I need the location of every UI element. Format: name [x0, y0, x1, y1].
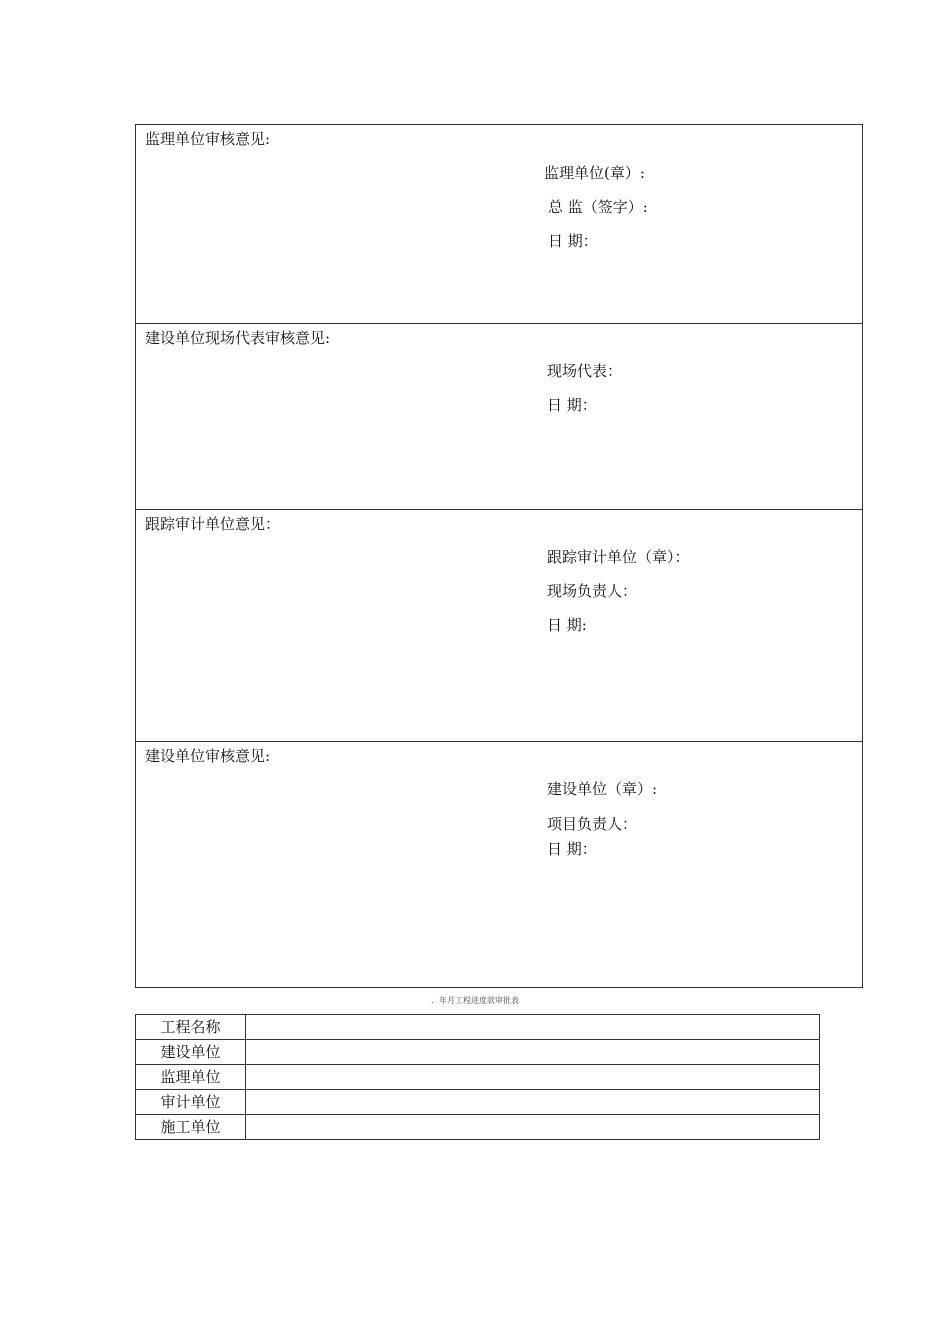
table-row [136, 1090, 820, 1115]
table-row [136, 1065, 820, 1090]
owner-unit-label: 建设单位 [136, 1040, 246, 1065]
owner-unit-seal-line: 建设单位（章）: [547, 780, 658, 798]
audit-unit-seal-line: 跟踪审计单位（章）： [547, 548, 690, 566]
form-caption: ．年月工程进度款审批表 [431, 996, 519, 1005]
supervision-review-section [136, 125, 862, 323]
date-line: 日 期: [547, 616, 587, 634]
project-manager-line: 项目负责人： [547, 815, 638, 833]
tracking-audit-review-section [136, 509, 862, 741]
project-info-table [135, 1014, 820, 1140]
construction-unit-value [246, 1115, 820, 1140]
date-line: 日 期： [547, 840, 597, 858]
table-row [136, 1015, 820, 1040]
section-heading: 跟踪审计单位意见： [145, 515, 281, 533]
site-manager-line: 现场负责人： [547, 582, 638, 600]
section-heading: 建设单位现场代表审核意见: [145, 329, 331, 347]
owner-unit-value [246, 1040, 820, 1065]
date-line: 日 期： [547, 396, 597, 414]
construction-unit-label: 施工单位 [136, 1115, 246, 1140]
owner-site-rep-review-section [136, 323, 862, 509]
section-heading: 建设单位审核意见: [145, 747, 271, 765]
review-opinions-table [135, 124, 863, 988]
audit-unit-label: 审计单位 [136, 1090, 246, 1115]
owner-review-section [136, 741, 862, 987]
audit-unit-value [246, 1090, 820, 1115]
chief-supervisor-signature-line: 总 监（签字）: [548, 198, 648, 216]
section-heading: 监理单位审核意见: [145, 130, 271, 148]
table-row [136, 1040, 820, 1065]
date-line: 日 期： [548, 232, 598, 250]
supervision-unit-seal-line: 监理单位(章）: [544, 164, 645, 182]
project-name-value [246, 1015, 820, 1040]
project-name-label: 工程名称 [136, 1015, 246, 1040]
supervision-unit-label: 监理单位 [136, 1065, 246, 1090]
site-representative-line: 现场代表： [547, 362, 623, 380]
supervision-unit-value [246, 1065, 820, 1090]
table-row [136, 1115, 820, 1140]
